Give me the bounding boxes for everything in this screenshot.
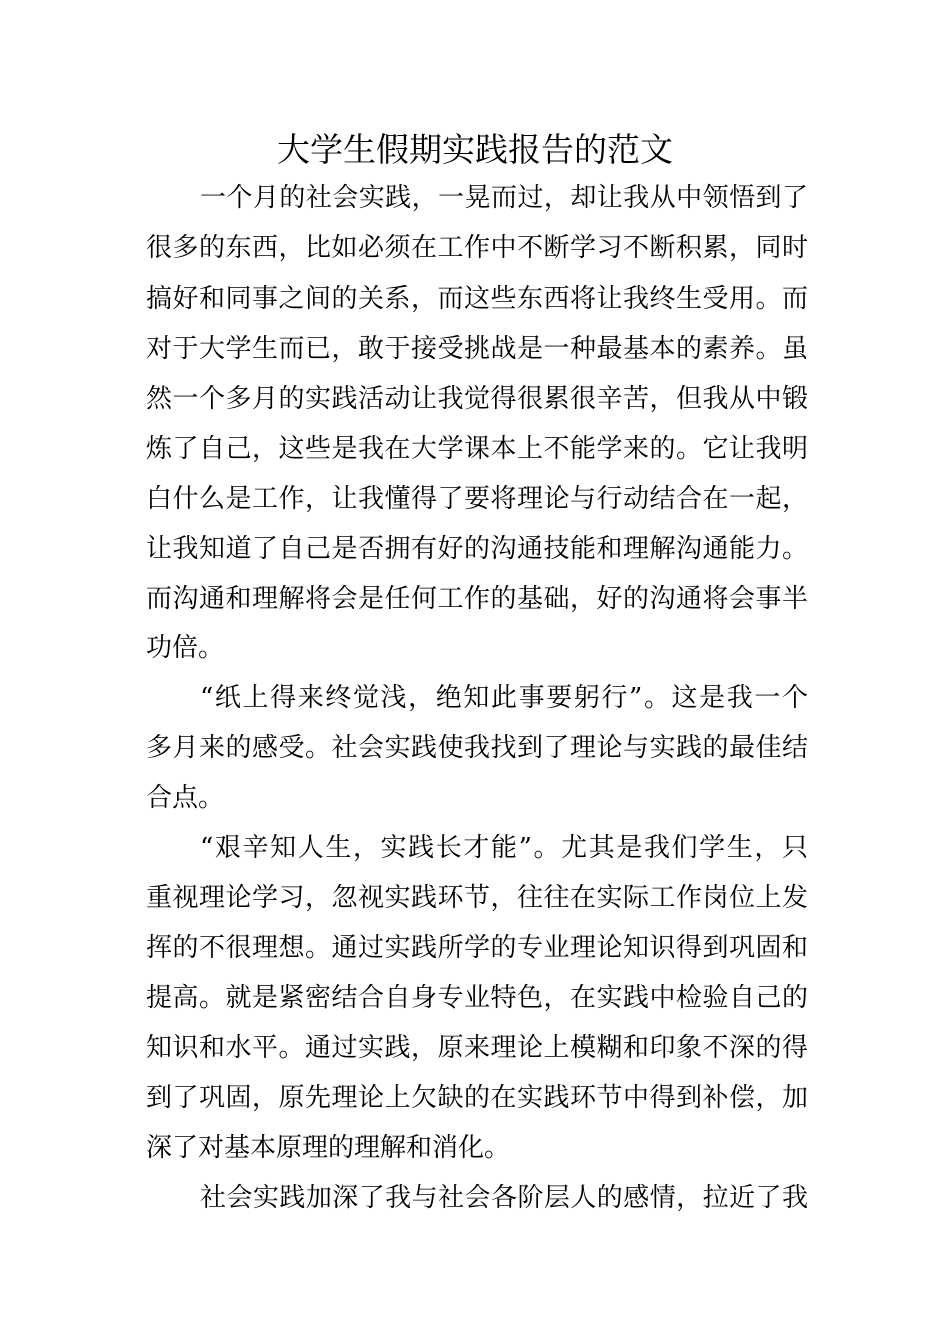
text-line: 一个月的社会实践，一晃而过，却让我从中领悟到了 bbox=[200, 183, 808, 213]
text-line: 合点。 bbox=[146, 783, 225, 813]
text-line: “艰辛知人生，实践长才能”。尤其是我们学生，只 bbox=[200, 833, 808, 863]
text-line: 到了巩固，原先理论上欠缺的在实践环节中得到补偿，加 bbox=[146, 1083, 808, 1113]
text-line: 炼了自己，这些是我在大学课本上不能学来的。它让我明 bbox=[146, 434, 808, 464]
text-line: 功倍。 bbox=[146, 633, 225, 663]
text-line: 提高。就是紧密结合自身专业特色，在实践中检验自己的 bbox=[146, 983, 808, 1013]
text-line: 深了对基本原理的理解和消化。 bbox=[146, 1133, 511, 1163]
text-line: 而沟通和理解将会是任何工作的基础，好的沟通将会事半 bbox=[146, 584, 808, 614]
text-line: 挥的不很理想。通过实践所学的专业理论知识得到巩固和 bbox=[146, 933, 808, 963]
text-line: 很多的东西，比如必须在工作中不断学习不断积累，同时 bbox=[146, 233, 808, 263]
text-line: 对于大学生而已，敢于接受挑战是一种最基本的素养。虽 bbox=[146, 334, 808, 364]
text-line: 搞好和同事之间的关系，而这些东西将让我终生受用。而 bbox=[146, 284, 808, 314]
text-line: 社会实践加深了我与社会各阶层人的感情，拉近了我 bbox=[200, 1183, 808, 1213]
text-line: 白什么是工作，让我懂得了要将理论与行动结合在一起， bbox=[146, 484, 808, 514]
text-line: 让我知道了自己是否拥有好的沟通技能和理解沟通能力。 bbox=[146, 534, 808, 564]
text-line: 重视理论学习，忽视实践环节，往往在实际工作岗位上发 bbox=[146, 883, 808, 913]
text-line: “纸上得来终觉浅，绝知此事要躬行”。这是我一个 bbox=[200, 683, 808, 713]
document-title: 大学生假期实践报告的范文 bbox=[277, 130, 673, 169]
text-line: 知识和水平。通过实践，原来理论上模糊和印象不深的得 bbox=[146, 1033, 808, 1063]
text-line: 多月来的感受。社会实践使我找到了理论与实践的最佳结 bbox=[146, 733, 808, 763]
text-line: 然一个多月的实践活动让我觉得很累很辛苦，但我从中锻 bbox=[146, 384, 808, 414]
